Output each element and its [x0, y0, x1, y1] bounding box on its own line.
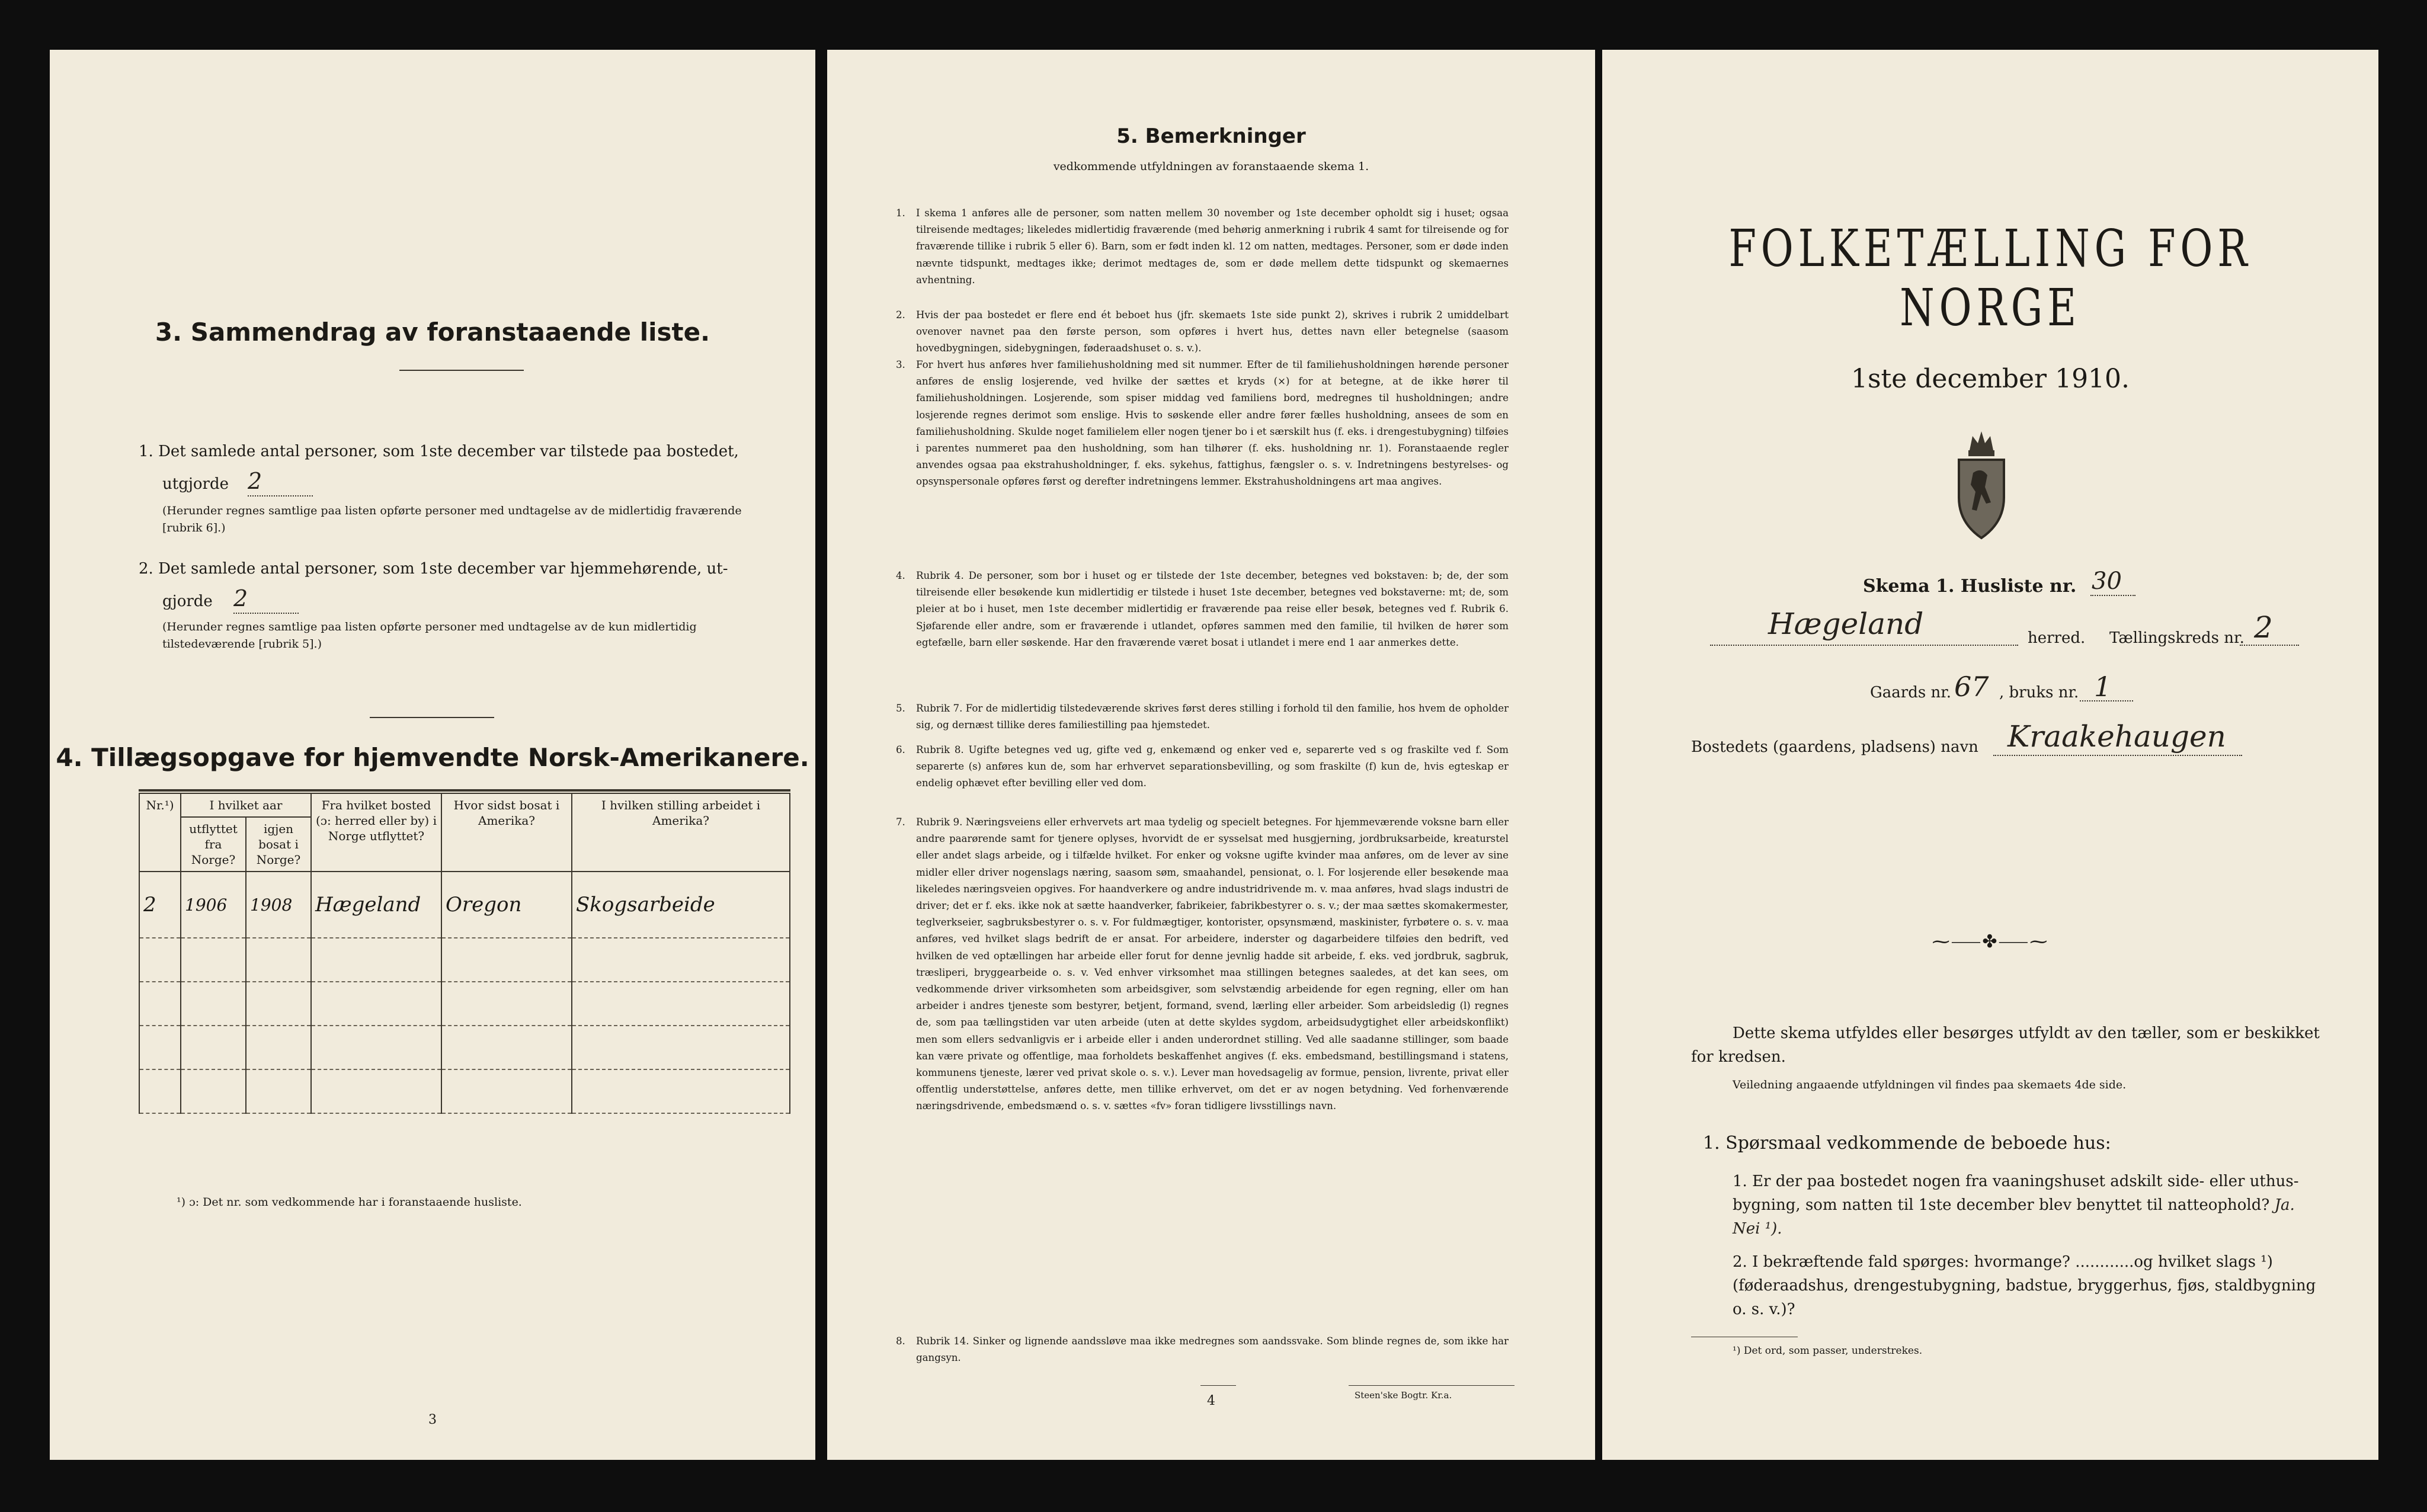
- form-title: FOLKETÆLLING FOR NORGE: [1728, 219, 2252, 338]
- col-emigrated: utflyttet fra Norge?: [181, 817, 246, 872]
- census-date: 1ste december 1910.: [1850, 364, 2130, 394]
- summary-item-2: 2. Det samlede antal personer, som 1ste december var hjemmehørende, ut-: [139, 560, 728, 578]
- col-year-group: I hvilket aar: [181, 793, 311, 817]
- question-1: [1733, 1170, 2325, 1241]
- section3-title: 3. Sammendrag av foranstaaende liste.: [155, 318, 710, 347]
- kreds-label: Tællingskreds nr.: [2109, 629, 2245, 647]
- skema-label: Skema 1. Husliste nr.: [1863, 576, 2077, 597]
- remark-item: [896, 307, 1509, 357]
- fill-line: [2080, 700, 2133, 701]
- bruks-label: , bruks nr.: [1999, 684, 2079, 701]
- remark-item: [896, 1333, 1509, 1366]
- remark-number: 7.: [896, 816, 905, 828]
- item1-fill-line: [248, 495, 313, 496]
- question-1-answer: Ja. Nei ¹).: [1733, 1196, 2295, 1238]
- cell-from-where: Hægeland: [311, 872, 441, 938]
- remarks-subtitle: vedkommende utfyldningen av foranstaaende skema 1.: [1053, 160, 1369, 173]
- item1-prefix: utgjorde: [162, 475, 229, 493]
- remark-item: [896, 742, 1509, 792]
- bosted-label: Bostedets (gaardens, pladsens) navn: [1691, 738, 1978, 756]
- item2-prefix: gjorde: [162, 592, 213, 610]
- fill-line: [2240, 645, 2299, 646]
- item1-note: (Herunder regnes samtlige paa listen opførte personer med undtagelse av de midlertidig fraværende [rubrik 6].): [162, 504, 742, 534]
- remarks-title: 5. Bemerkninger: [1116, 124, 1306, 148]
- intro-text: Dette skema utfyldes eller besørges utfyldt av den tæller, som er beskikket for kredsen.: [1691, 1024, 2320, 1066]
- cell-nr: 2: [139, 872, 181, 938]
- remark-text: For hvert hus anføres hver familiehusholdning med sit nummer. Efter de til familiehusholdningen hørende personer anføres de enslig losjerende, ved hvilke der sættes et kryds (×) for at betegne, at de ikke hører til familiehusholdningen. Losjerende, som spiser middag ved familiens bord, medregnes til husholdningen; andre losjerende regnes derimot som enslige. Hvis to søskende eller andre fører fælles husholdning, ansees de som en familiehusholdning. Skulde noget familielem eller nogen tjener bo i et særskilt hus (f. eks. i drengestubygning) tilføies i parentes nummeret paa den husholdning, som han tilhører (f. eks. husholdning nr. 1). Foranstaaende regler anvendes ogsaa paa ekstrahusholdninger, f. eks. sykehus, fattighus, fængsler o. s. v. Indretningens bestyrelses- og opsynspersonale opføres først og derefter indretningens lemmer. Ekstrahusholdningens art maa angives.: [916, 359, 1509, 488]
- herred-label: herred.: [2028, 629, 2086, 647]
- cell-position: Skogsarbeide: [572, 872, 790, 938]
- ornament-divider: ⁓⸺✤⸺⁓: [1932, 931, 2049, 952]
- divider: [1349, 1385, 1515, 1386]
- page-right: [1602, 50, 2378, 1460]
- remark-item: [896, 814, 1509, 1115]
- remark-text: Hvis der paa bostedet er flere end ét beboet hus (jfr. skemaets 1ste side punkt 2), skrives i rubrik 2 umiddelbart ovenover navnet paa den første person, som opføres i hvert hus, dettes navn eller betegnelse (saasom hovedbygningen, sidebygningen, føderaadshuset o. s. v.).: [916, 309, 1509, 354]
- page-number: 3: [428, 1412, 437, 1427]
- remark-number: 3.: [896, 359, 905, 370]
- remark-item: [896, 700, 1509, 733]
- table-row: [139, 1026, 790, 1069]
- page-number: 4: [1207, 1394, 1215, 1408]
- coat-of-arms-icon: [1952, 428, 2011, 540]
- remark-number: 6.: [896, 744, 905, 755]
- table-top-rule: [139, 789, 790, 792]
- col-returned: igjen bosat i Norge?: [246, 817, 311, 872]
- col-from-where: Fra hvilket bosted (ɔ: herred eller by) i Norge utflyttet?: [311, 793, 441, 872]
- cell-where-last: Oregon: [441, 872, 572, 938]
- question-2: 2. I bekræftende fald spørges: hvormange? ............og hvilket slags ¹) (føderaadshus, drengestubygning, badstue, bryggerhus, fjøs, staldbygning o. s. v.)?: [1733, 1253, 2316, 1318]
- remark-item: [896, 357, 1509, 491]
- item1-value: 2: [248, 468, 262, 494]
- section4-title: 4. Tillægsopgave for hjemvendte Norsk-Amerikanere.: [56, 743, 809, 772]
- remark-number: 2.: [896, 309, 905, 321]
- remark-text: Rubrik 14. Sinker og lignende aandssløve maa ikke medregnes som aandssvake. Som blinde regnes de, som ikke har gangsyn.: [916, 1335, 1509, 1364]
- bruks-value: 1: [2094, 671, 2112, 703]
- cell-returned: 1908: [246, 872, 311, 938]
- table-row: [139, 872, 790, 938]
- remark-number: 8.: [896, 1335, 905, 1347]
- remark-text: I skema 1 anføres alle de personer, som natten mellem 30 november og 1ste december opholdt sig i huset; ogsaa tilreisende medtages; likeledes midlertidig fraværende (med behørig anmerkning i rubrik 4 samt for tilreisende og for fraværende tillike i rubrik 5 eller 6). Barn, som er født inden kl. 12 om natten, medtages. Personer, som er døde inden nævnte tidspunkt, medtages ikke; derimot medtages de, som er døde mellem dette tidspunkt og skemaernes avhentning.: [916, 207, 1509, 286]
- husliste-nr: 30: [2092, 568, 2122, 595]
- table-row: [139, 982, 790, 1026]
- gaards-value: 67: [1954, 671, 1989, 703]
- remark-number: 5.: [896, 703, 905, 714]
- gaards-label: Gaards nr.: [1870, 684, 1952, 701]
- remark-text: Rubrik 4. De personer, som bor i huset og er tilstede der 1ste december, betegnes ved bokstaven: b; de, der som tilreisende eller besøkende kun midlertidig er tilstede i huset 1ste december, betegnes ved bokstaverne: mt; de, som pleier at bo i huset, men 1ste december midlertidig er fraværende paa reise eller besøk, betegnes ved f. Rubrik 6. Sjøfarende eller andre, som er fraværende i utlandet, opføres sammen med den familie, til hvilken de hører som egtefælle, barn eller søskende. Har den fraværende været bosat i utlandet i mere end 1 aar anmerkes dette.: [916, 570, 1509, 648]
- remark-number: 4.: [896, 570, 905, 581]
- divider: [399, 370, 524, 371]
- page-left: [50, 50, 815, 1460]
- item2-fill-line: [233, 613, 299, 614]
- remark-text: Rubrik 8. Ugifte betegnes ved ug, gifte ved g, enkemænd og enker ved e, separerte ved s og fraskilte ved f. Som separerte (s) anføres kun de, som har erhvervet separationsbevilling, og som fraskilte (f) kun de, hvis egteskap er endelig ophævet efter bevilling eller ved dom.: [916, 744, 1509, 789]
- table-row: [139, 938, 790, 982]
- item2-value: 2: [233, 585, 248, 611]
- questions-heading: 1. Spørsmaal vedkommende de beboede hus:: [1703, 1133, 2111, 1154]
- kreds-value: 2: [2254, 610, 2273, 645]
- summary-item-1: 1. Det samlede antal personer, som 1ste december var tilstede paa bostedet,: [139, 443, 739, 460]
- question-1-text: 1. Er der paa bostedet nogen fra vaaningshuset adskilt side- eller uthus-bygning, som natten til 1ste december blev benyttet til natteophold?: [1733, 1173, 2299, 1214]
- norsk-amerikanere-table: [139, 793, 790, 1114]
- bosted-value: Kraakehaugen: [2007, 719, 2226, 754]
- table-row: [139, 1069, 790, 1113]
- intro-note: Veiledning angaaende utfyldningen vil findes paa skemaets 4de side.: [1733, 1078, 2127, 1091]
- item2-note: (Herunder regnes samtlige paa listen opførte personer med undtagelse av de kun midlertidig tilstedeværende [rubrik 5].): [162, 620, 697, 651]
- col-position: I hvilken stilling arbeidet i Amerika?: [572, 793, 790, 872]
- remark-number: 1.: [896, 207, 905, 219]
- table-footnote: ¹) ɔ: Det nr. som vedkommende har i foranstaaende husliste.: [177, 1196, 522, 1209]
- printer-mark: Steen'ske Bogtr. Kr.a.: [1355, 1390, 1452, 1401]
- herred-value: Hægeland: [1768, 607, 1924, 641]
- footnote: ¹) Det ord, som passer, understrekes.: [1733, 1345, 1923, 1357]
- remark-item: [896, 568, 1509, 651]
- fill-line: [2090, 595, 2135, 596]
- divider: [1200, 1385, 1236, 1386]
- fill-line: [1993, 755, 2242, 756]
- divider: [370, 717, 494, 718]
- remark-text: Rubrik 9. Næringsveiens eller erhvervets art maa tydelig og specielt betegnes. For hjemmeværende voksne barn eller andre paarørende samt for tjenere oplyses, hvorvidt de er sysselsat med husgjerning, jordbruksarbeide, kreaturstel eller andet slags arbeide, og i tilfælde hvilket. For enker og voksne ugifte kvinder maa anføres, om de lever av sine midler eller driver nogenslags næring, saasom søm, smaahandel, pensionat, o. l. For losjerende eller besøkende maa likeledes næringsveien opgives. For haandverkere og andre industridrivende m. v. maa anføres, hvad slags industri de driver; det er f. eks. ikke nok at sætte haandverker, fabrikeier, fabrikbestyrer o. s. v.; der maa sættes skomakermester, teglverkseier, sagbruksbestyrer o. s. v. For fuldmægtiger, kontorister, opsynsmænd, maskinister, fyrbøtere o. s. v. maa anføres, ved hvilket slags bedrift de er ansat. For arbeidere, inderster og dagarbeidere tilføies den bedrift, ved hvilken de ved optællingen har arbeide eller forut for denne jevnlig hadde sit arbeide, f. eks. ved jordbruk, sagbruk, træsliperi, bryggearbeide o. s. v. Ved enhver virksomhet maa stillingen betegnes saaledes, at det kan sees, om vedkommende driver virksomheten som arbeidsgiver, som selvstændig arbeidende for egen regning, eller om han arbeider i andres tjeneste som bestyrer, betjent, formand, svend, lærling eller arbeider. Som arbeidsledig (l) regnes de, som paa tællingstiden var uten arbeide (uten at dette skyldes sygdom, arbeidsudygtighet eller arbeidskonflikt) men som ellers sedvanligvis er i arbeide eller i anden underordnet stilling. Ved alle saadanne stillinger, som baade kan være private og offentlige, maa forholdets beskaffenhet angives (f. eks. embedsmand, bestillingsmand i statens, kommunens tjeneste, lærer ved privat skole o. s. v.). Lever man hovedsagelig av formue, pension, livrente, privat eller offentlig understøttelse, anføres dette, men tillike erhvervet, om det er av nogen betydning. Ved forhenværende næringsdrivende, embedsmænd o. s. v. sættes «fv» foran tidligere livsstillings navn.: [916, 816, 1509, 1112]
- remark-item: [896, 205, 1509, 289]
- page-middle: [827, 50, 1595, 1460]
- col-where-last: Hvor sidst bosat i Amerika?: [441, 793, 572, 872]
- fill-line: [1710, 645, 2018, 646]
- cell-emigrated: 1906: [181, 872, 246, 938]
- remark-text: Rubrik 7. For de midlertidig tilstedeværende skrives først deres stilling i forhold til den familie, hos hvem de opholder sig, og dernæst tillike deres familiestilling paa hjemstedet.: [916, 703, 1509, 731]
- col-nr: Nr.¹): [139, 793, 181, 872]
